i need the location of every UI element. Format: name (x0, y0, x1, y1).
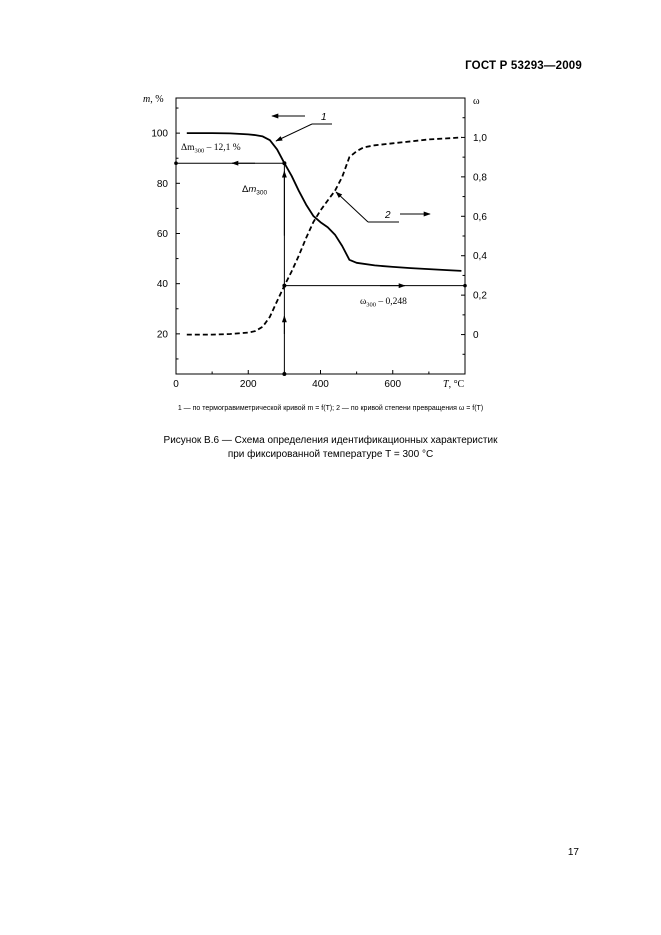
y-right-tick-label: 0 (473, 330, 479, 342)
dm300-value-annotation: $\Delta m_{300} - 12,1$ % (181, 143, 241, 155)
x-tick-label: 200 (239, 379, 257, 390)
y-right-tick-label: 0,8 (473, 172, 487, 184)
dm300-mid-annotation: $\Delta m_{300}$ (242, 184, 268, 197)
y-left-axis-label: m, % (143, 94, 164, 105)
marker-dot-axis (282, 372, 286, 376)
y-left-tick-label: 60 (156, 228, 168, 240)
standard-header: ГОСТ Р 53293—2009 (465, 60, 582, 72)
x-tick-label: 400 (312, 379, 329, 390)
curve-1-pointer (276, 124, 312, 141)
omega300-annotation: $\omega_{300} - 0,248$ (360, 297, 407, 309)
marker-dot-left-axis (174, 161, 178, 165)
y-right-tick-label: 0,6 (473, 211, 487, 223)
curve-2-pointer (336, 192, 368, 222)
y-right-tick-label: 0,2 (473, 290, 487, 302)
y-right-tick-label: 0,4 (473, 251, 487, 263)
y-left-tick-label: 40 (156, 279, 168, 291)
figure-legend: 1 — по термогравиметрической кривой m = f(T); 2 — по кривой степени превращения ω = f(T) (177, 405, 484, 412)
y-left-tick-label: 100 (151, 128, 168, 140)
caption-line-2: при фиксированной температуре T = 300 °С (227, 449, 434, 460)
curve-2-label: 2 (385, 210, 391, 221)
y-left-tick-label: 80 (156, 178, 168, 190)
x-axis-label: T, °C (443, 379, 465, 390)
x-tick-label: 0 (173, 379, 179, 390)
series-2-line (187, 137, 462, 334)
y-right-tick-label: 1,0 (473, 132, 487, 144)
page-number: 17 (567, 847, 579, 858)
series-1-line (187, 133, 462, 271)
x-tick-label: 600 (384, 379, 402, 390)
y-left-tick-label: 20 (156, 329, 168, 341)
figure-caption (0, 434, 661, 462)
marker-dot-right-axis (463, 284, 467, 288)
caption-line-1: Рисунок В.6 — Схема определения идентификационных характеристик (163, 435, 498, 446)
curve-1-label: 1 (321, 112, 327, 123)
y-right-axis-label: ω (473, 96, 480, 107)
